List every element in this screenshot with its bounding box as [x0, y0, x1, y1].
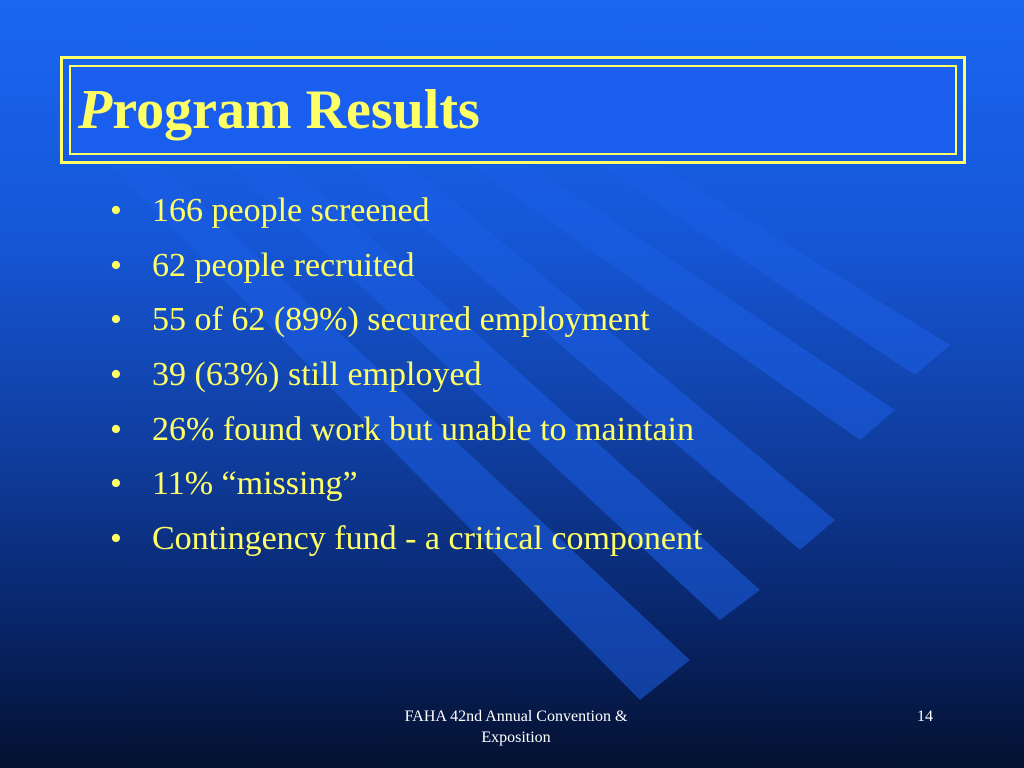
bullet-text: Contingency fund - a critical component [152, 520, 703, 558]
bullet-text: 55 of 62 (89%) secured employment [152, 301, 650, 339]
bullet-dot: • [110, 410, 122, 448]
bullet-item [110, 247, 702, 302]
bullet-dot: • [110, 246, 122, 284]
footer-line-1: FAHA 42nd Annual Convention & [404, 708, 628, 725]
bullet-item [110, 411, 702, 466]
bullet-dot: • [110, 301, 122, 339]
bullet-text: 26% found work but unable to maintain [152, 410, 695, 448]
bullet-text: 62 people recruited [152, 246, 415, 284]
bullet-item [110, 520, 702, 575]
bullet-dot: • [110, 520, 122, 558]
bullet-item [110, 301, 702, 356]
bullet-item [110, 356, 702, 411]
bullet-text: 11% “missing” [152, 465, 358, 503]
bullet-dot: • [110, 356, 122, 394]
bullet-dot: • [110, 192, 122, 229]
bullet-text: 39 (63%) still employed [152, 356, 482, 394]
footer-line-2: Exposition [481, 729, 551, 746]
bullet-text: 166 people screened [152, 192, 430, 229]
page-number: 14 [917, 708, 933, 725]
footer-text [360, 706, 672, 748]
bullet-list [110, 192, 702, 575]
bullet-item [110, 465, 702, 520]
bullet-dot: • [110, 465, 122, 503]
title-initial: P [78, 79, 113, 141]
slide-title [78, 68, 480, 152]
bullet-item [110, 192, 702, 247]
title-rest: rogram Results [112, 79, 480, 141]
